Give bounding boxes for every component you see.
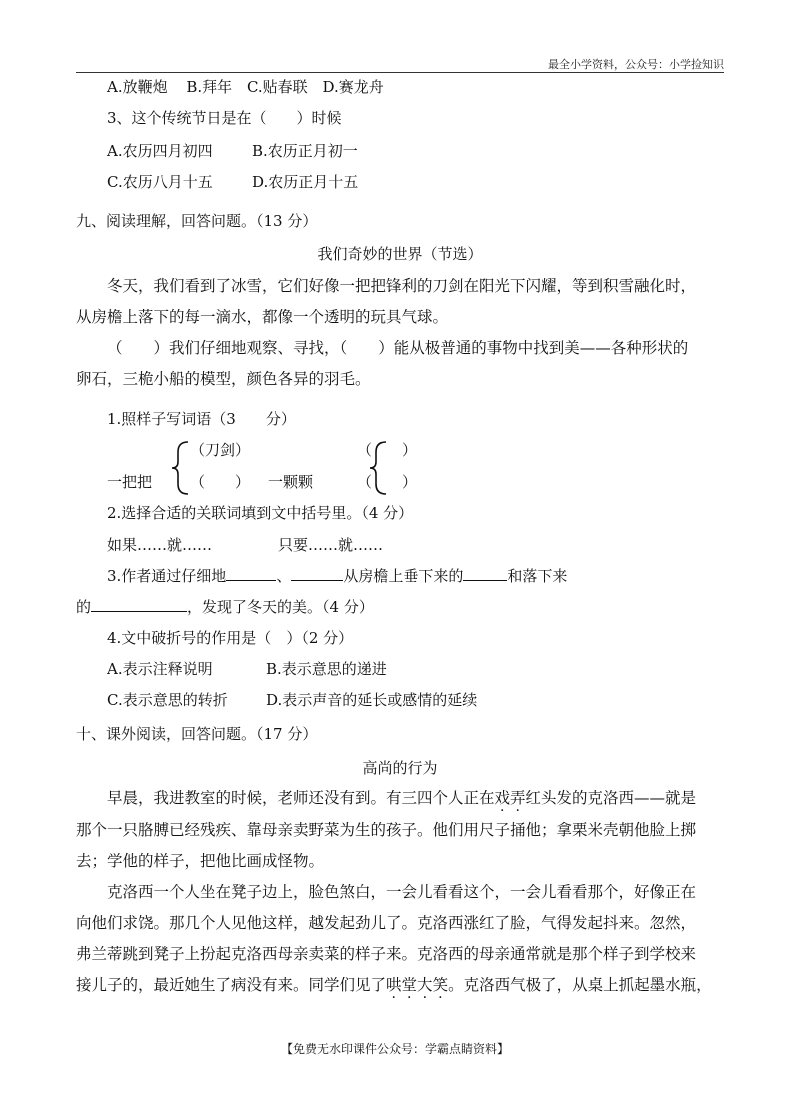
answer-blank[interactable]: （ ） bbox=[357, 473, 418, 491]
question-3-line2 bbox=[76, 597, 374, 617]
option-b: B.拜年 bbox=[186, 78, 233, 96]
option-b: B.农历正月初一 bbox=[252, 142, 358, 160]
q3-text: ，发现了冬天的美。（4 分） bbox=[187, 598, 374, 616]
brace-icon bbox=[170, 440, 192, 496]
conjunction-option: 如果……就…… bbox=[107, 536, 213, 554]
emphasis-char: 大 bbox=[417, 976, 433, 994]
answer-blank[interactable] bbox=[291, 566, 343, 581]
question-1: 1.照样子写词语（3 分） bbox=[107, 410, 296, 428]
option-d: D.表示声音的延长或感情的延续 bbox=[266, 691, 478, 709]
question-2: 2.选择合适的关联词填到文中括号里。（4 分） bbox=[107, 504, 414, 522]
q3-text: 、 bbox=[276, 567, 292, 585]
answer-blank[interactable] bbox=[91, 597, 187, 612]
option-c: C.农历八月十五 bbox=[107, 173, 213, 191]
text: 。克洛西气极了，从桌上抓起墨水瓶， bbox=[448, 976, 712, 994]
q3-text: 和落下来 bbox=[507, 567, 568, 585]
prefix-yibaba: 一把把 bbox=[107, 473, 153, 491]
option-a: A.放鞭炮 bbox=[107, 78, 168, 96]
paragraph-line: 去；学他的样子，把他比画成怪物。 bbox=[76, 852, 325, 870]
paragraph-line: 克洛西一个人坐在凳子边上，脸色煞白，一会儿看看这个，一会儿看看那个，好像正在 bbox=[107, 883, 697, 901]
option-a: A.农历四月初四 bbox=[107, 142, 213, 160]
emphasis-char: 弄 bbox=[510, 789, 526, 807]
paragraph-line: 那个一只胳膊已经残疾、靠母亲卖野菜为生的孩子。他们用尺子捅他；拿栗米壳朝他脸上掷 bbox=[76, 821, 697, 839]
q3-text: 的 bbox=[76, 598, 92, 616]
question-3: 3、这个传统节日是在（ ）时候 bbox=[107, 109, 342, 127]
answer-blank[interactable] bbox=[463, 566, 507, 581]
text: 接儿子的，最近她生了病没有来。同学们见了 bbox=[76, 976, 387, 994]
option-d: D.农历正月十五 bbox=[252, 173, 359, 191]
q3-text: 3.作者通过仔细地 bbox=[107, 567, 227, 585]
paragraph-line bbox=[76, 975, 712, 995]
q3-text: 从房檐上垂下来的 bbox=[343, 567, 464, 585]
paragraph-line: 向他们求饶。那几个人见他这样，越发起劲儿了。克洛西涨红了脸，气得发起抖来。忽然， bbox=[76, 914, 697, 932]
option-b: B.表示意思的递进 bbox=[266, 660, 387, 678]
options-row-q2 bbox=[107, 77, 384, 97]
answer-blank[interactable]: （ ） bbox=[357, 441, 418, 459]
option-a: A.表示注释说明 bbox=[107, 660, 213, 678]
passage-title: 高尚的行为 bbox=[362, 759, 438, 777]
text: 早晨，我进教室的时候，老师还没有到。有三四个人正在 bbox=[107, 789, 495, 807]
passage-title: 我们奇妙的世界（节选） bbox=[317, 245, 483, 263]
prefix-yikeke: 一颗颗 bbox=[268, 473, 314, 491]
emphasis-char: 哄 bbox=[386, 976, 402, 994]
emphasis-char: 戏 bbox=[494, 789, 511, 807]
header-divider bbox=[76, 72, 724, 73]
option-c: C.表示意思的转折 bbox=[107, 691, 228, 709]
header-note: 最全小学资料，公众号：小学捡知识 bbox=[548, 58, 724, 71]
option-c: C.贴春联 bbox=[246, 78, 308, 96]
answer-blank[interactable]: （ ） bbox=[190, 473, 251, 491]
answer-blank[interactable] bbox=[226, 566, 276, 581]
paragraph-line: 从房檐上落下的每一滴水，都像一个透明的玩具气球。 bbox=[76, 308, 449, 326]
paragraph-line bbox=[107, 788, 696, 808]
emphasis-char: 笑 bbox=[432, 976, 449, 994]
paragraph-line: 弗兰蒂跳到凳子上扮起克洛西母亲卖菜的样子来。克洛西的母亲通常就是那个样子到学校来 bbox=[76, 945, 697, 963]
paragraph-line: 卵石，三桅小船的模型，颜色各异的羽毛。 bbox=[76, 370, 371, 388]
footer-note: 【免费无水印课件公众号：学霸点睛资料】 bbox=[280, 1042, 509, 1056]
text: 红头发的克洛西——就是 bbox=[525, 789, 697, 807]
section-9-title: 九、阅读理解，回答问题。（13 分） bbox=[76, 212, 318, 230]
paragraph-line: 冬天，我们看到了冰雪，它们好像一把把锋利的刀剑在阳光下闪耀，等到积雪融化时， bbox=[107, 277, 697, 295]
conjunction-option: 只要……就…… bbox=[278, 536, 384, 554]
example-word: （刀剑） bbox=[190, 441, 251, 459]
emphasis-char: 堂 bbox=[401, 976, 418, 994]
paragraph-line: （ ）我们仔细地观察、寻找，（ ）能从极普通的事物中找到美——各种形状的 bbox=[107, 339, 689, 357]
option-d: D.赛龙舟 bbox=[322, 78, 384, 96]
question-4: 4.文中破折号的作用是（ ）（2 分） bbox=[107, 629, 354, 647]
question-3-line1 bbox=[107, 566, 567, 586]
section-10-title: 十、课外阅读，回答问题。（17 分） bbox=[76, 725, 318, 743]
